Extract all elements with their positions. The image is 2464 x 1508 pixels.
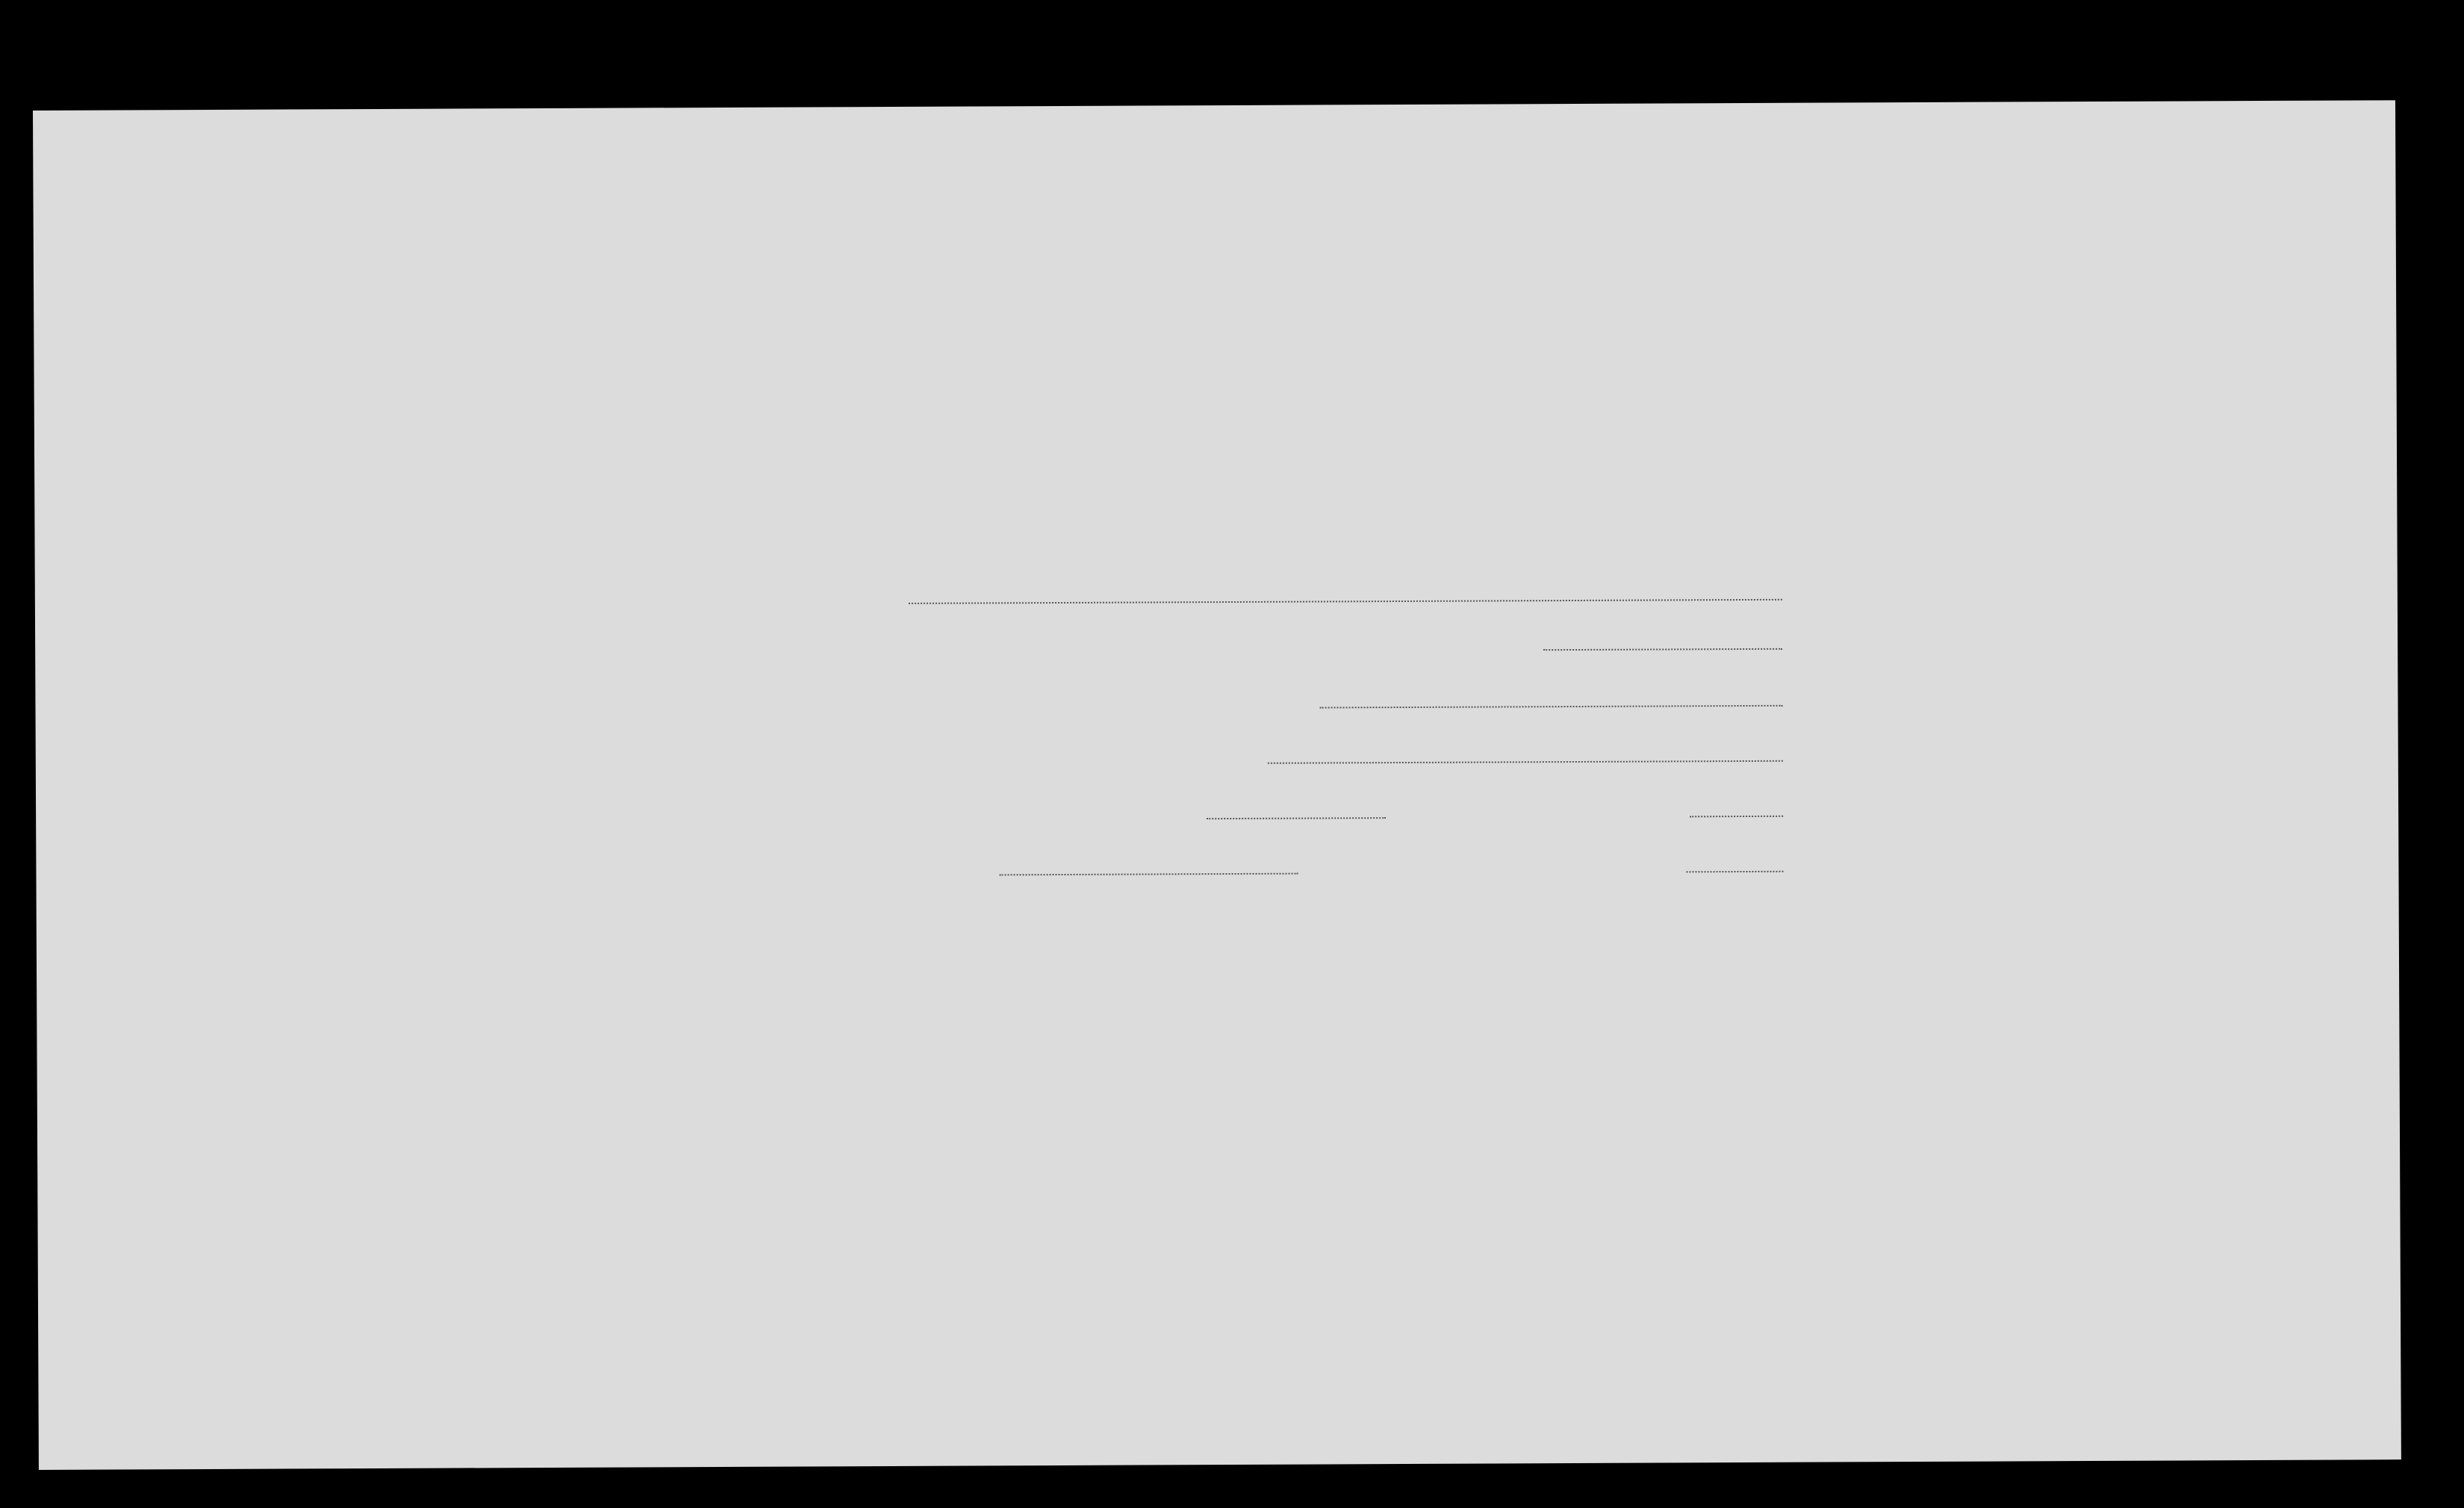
grid-lines	[33, 100, 2401, 1470]
census-card	[33, 100, 2401, 1470]
